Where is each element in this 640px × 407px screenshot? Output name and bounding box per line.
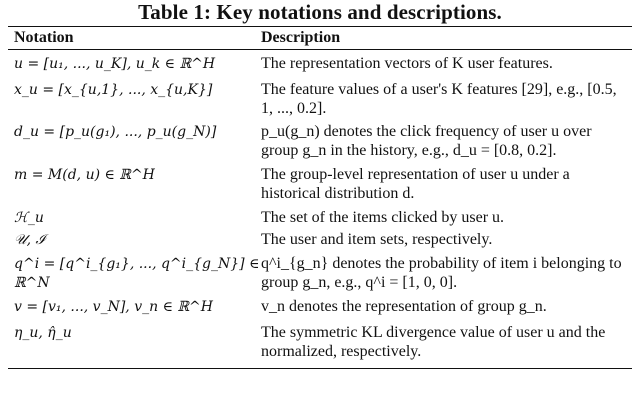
table-row (8, 208, 632, 230)
notation-cell: ℋ_u (14, 210, 44, 226)
description-cell: q^i_{g_n} denotes the probability of item i belonging to group g_n, e.g., q^i = [1, 0, 0]. (261, 255, 622, 291)
table-row (8, 254, 632, 297)
table-header (8, 27, 632, 49)
description-cell: The set of the items clicked by user u. (261, 209, 505, 226)
description-cell: The feature values of a user's K features [29], e.g., [0.5, 1, ..., 0.2]. (261, 81, 617, 117)
notation-cell: m = M(d, u) ∈ ℝ^H (14, 167, 155, 183)
notation-cell: v = [v₁, ..., v_N], v_n ∈ ℝ^H (14, 299, 213, 315)
notation-cell: u = [u₁, ..., u_K], u_k ∈ ℝ^H (14, 56, 216, 72)
notation-table (8, 26, 632, 369)
table-row (8, 230, 632, 254)
notation-cell: η_u, η̂_u (14, 325, 72, 341)
description-cell: v_n denotes the representation of group g_n. (261, 298, 547, 315)
table-row (8, 80, 632, 122)
table-row (8, 50, 632, 80)
table-row (8, 122, 632, 165)
bottom-rule (8, 368, 632, 369)
header-description: Description (261, 29, 341, 46)
notation-cell: x_u = [x_{u,1}, ..., x_{u,K}] (14, 82, 213, 98)
notation-cell: q^i = [q^i_{g₁}, ..., q^i_{g_N}] ∈ ℝ^N (14, 256, 260, 291)
notation-cell: 𝒰, ℐ (14, 232, 46, 248)
table-caption: Table 1: Key notations and descriptions. (138, 0, 502, 24)
description-cell: The representation vectors of K user features. (261, 55, 553, 72)
table-row (8, 165, 632, 208)
notation-cell: d_u = [p_u(g₁), ..., p_u(g_N)] (14, 124, 217, 140)
description-cell: p_u(g_n) denotes the click frequency of user u over group g_n in the history, e.g., d_u = [0.8, 0.2]. (261, 123, 592, 159)
table-row (8, 323, 632, 368)
description-cell: The user and item sets, respectively. (261, 231, 493, 248)
description-cell: The symmetric KL divergence value of user u and the normalized, respectively. (261, 324, 606, 360)
header-notation: Notation (14, 29, 74, 46)
description-cell: The group-level representation of user u under a historical distribution d. (261, 166, 570, 202)
table-row (8, 297, 632, 323)
